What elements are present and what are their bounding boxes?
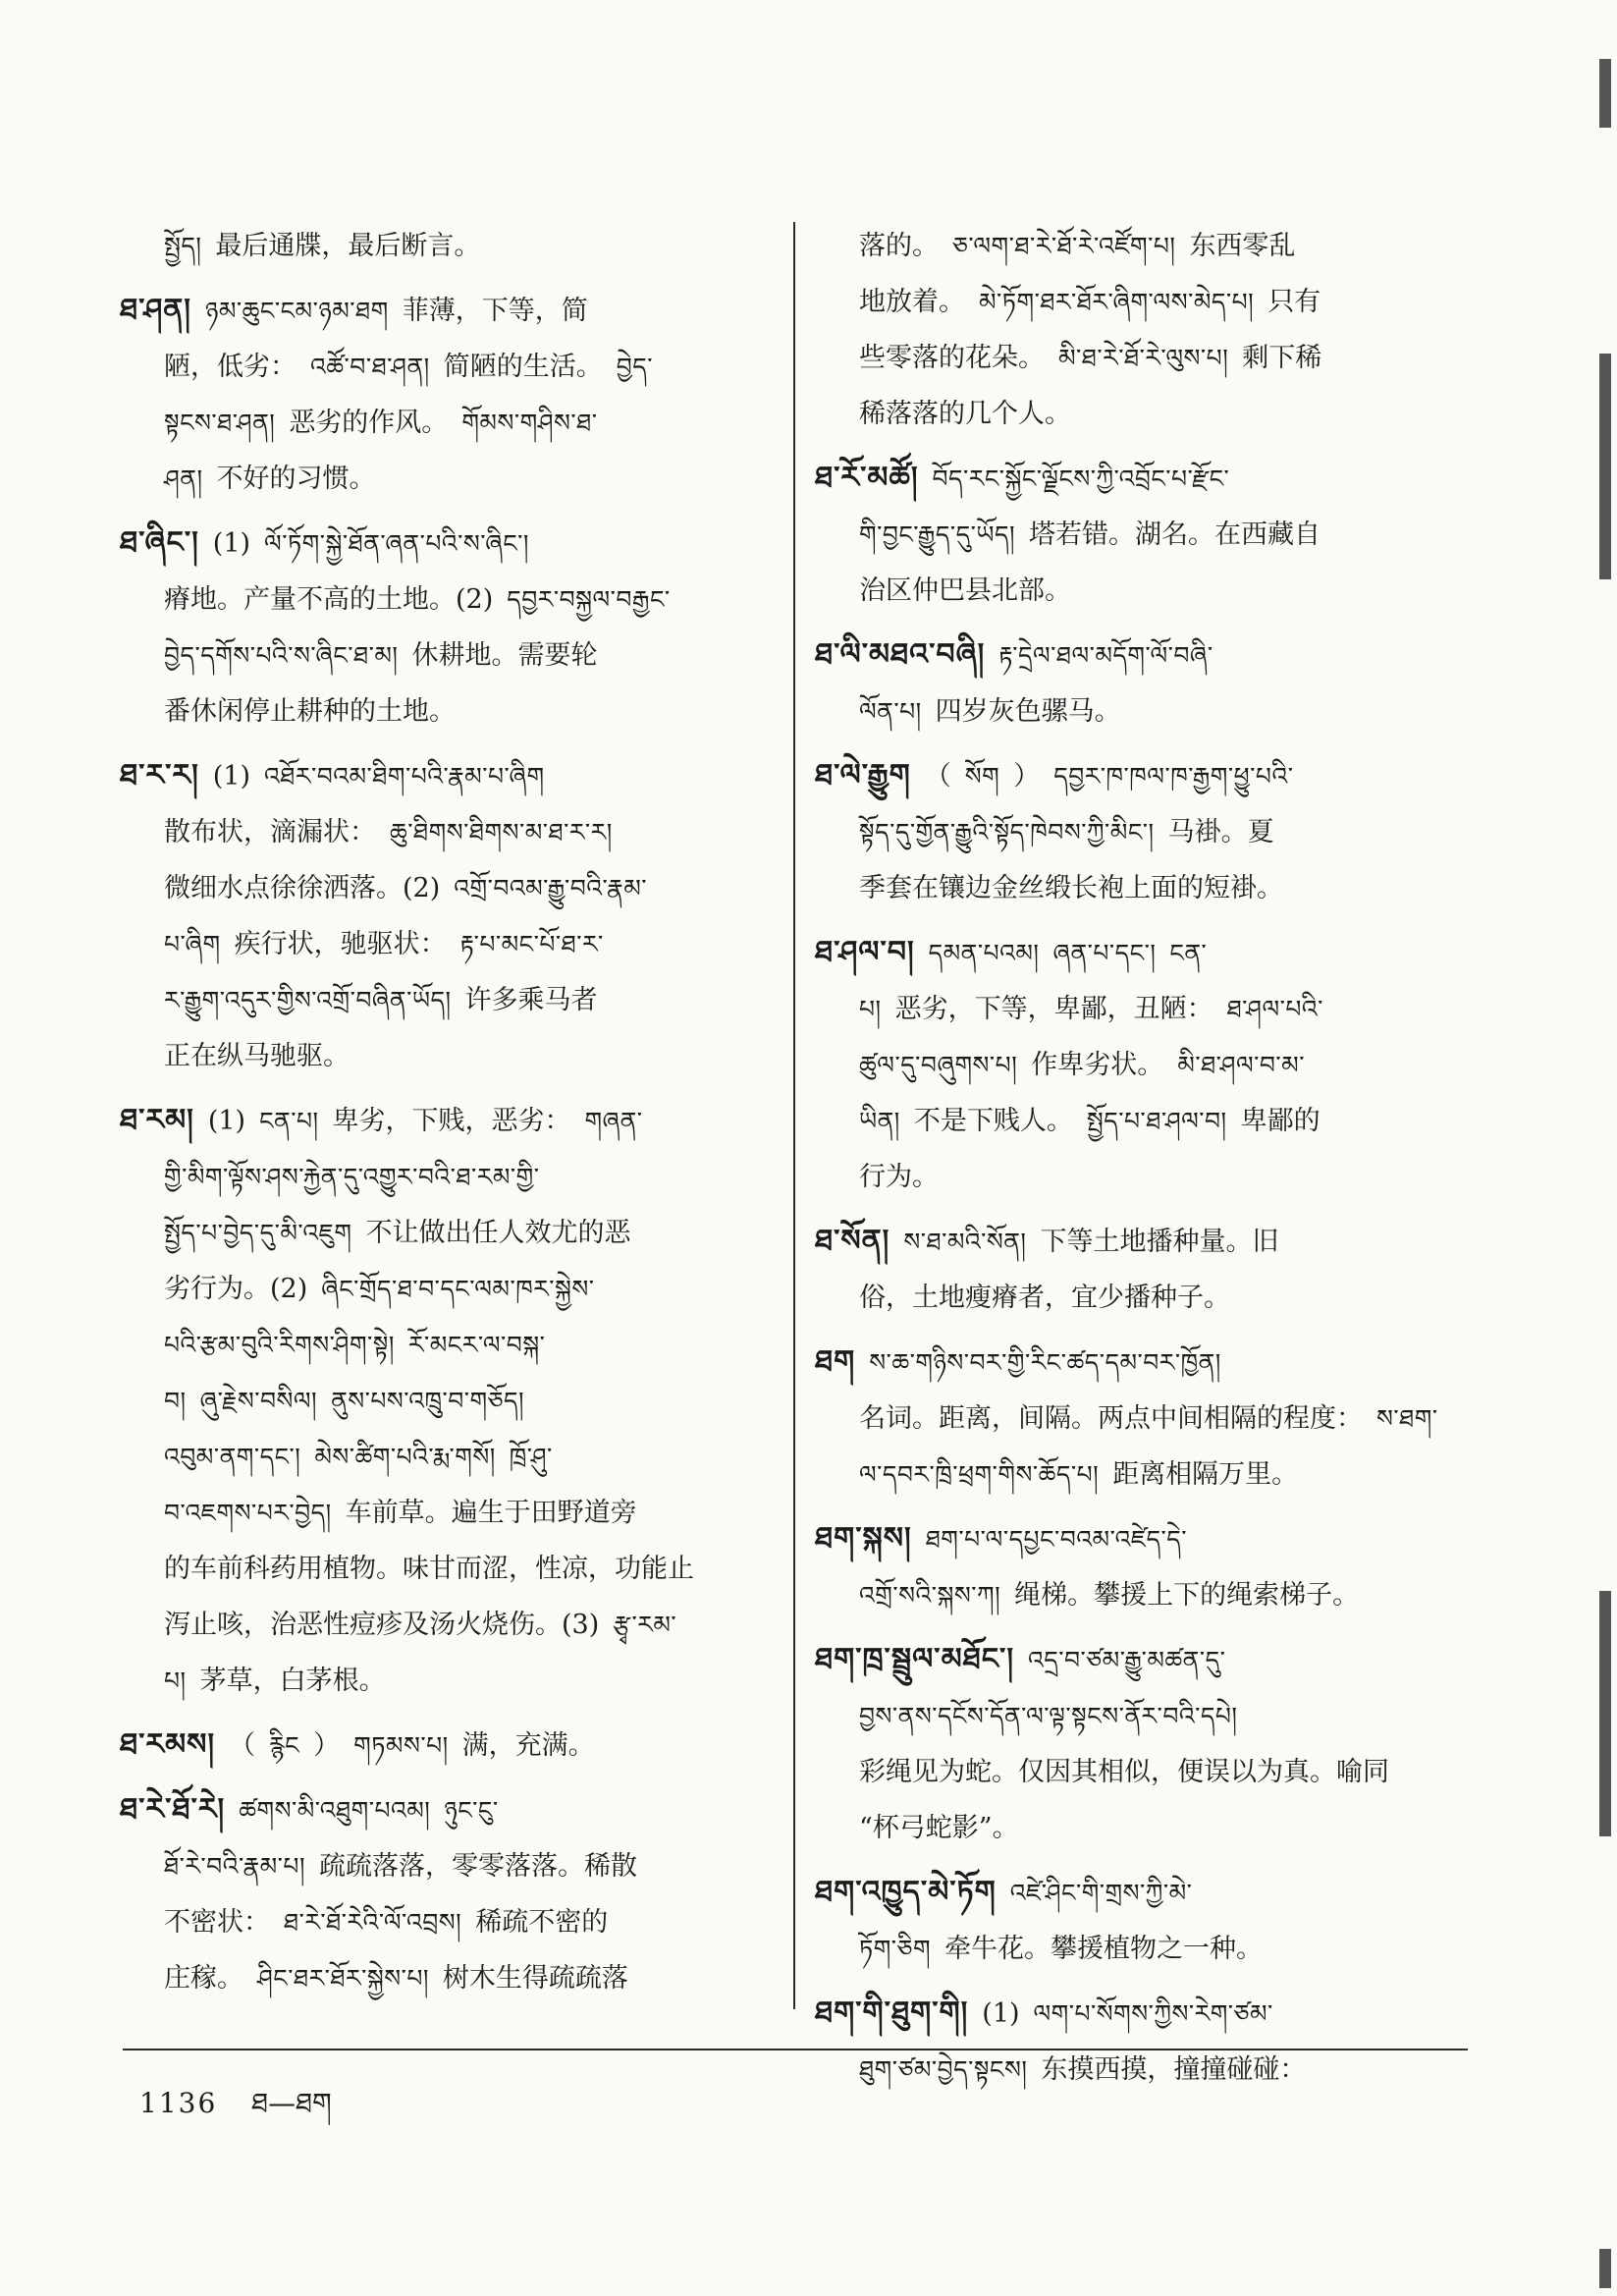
tibetan-text: སྟོད་དུ་གྱོན་རྒྱུའི་སྟོད་ཁེབས་ཀྱི་མིང་། [859, 818, 1155, 847]
entry-line [815, 747, 1471, 804]
tibetan-text: ཞིང་གྲོད་ཐ་བ་དང་ལམ་ཁར་སྐྱེས་ [321, 1275, 595, 1303]
headword: ཐ་ཤལ་བ། [815, 935, 915, 969]
tibetan-text: སོག [964, 762, 1000, 791]
chinese-text: 些零落的花朵。 [859, 343, 1045, 373]
chinese-text: 庄稼。 [164, 1963, 243, 1994]
guide-words: ཐ—ཐག [251, 2087, 332, 2119]
chinese-text: 恶劣的作风。 [289, 408, 449, 438]
tibetan-text: དབྱར་བསྐྱལ་བརྒྱང་ [507, 585, 671, 614]
tibetan-text: ཐ་རེ་ཐོ་རེའི་ལོ་འབྲས། [284, 1908, 462, 1937]
tibetan-text: དམན་པའམ། [928, 939, 1040, 967]
chinese-text: 季套在镶边金丝缎长袍上面的短褂。 [859, 873, 1283, 903]
tibetan-text: ལོན་པ། [859, 697, 922, 726]
chinese-text: 牵牛花。攀援植物之一种。 [944, 1934, 1264, 1964]
chinese-text: 绳梯。攀援上下的绳索梯子。 [1014, 1580, 1360, 1611]
tibetan-text: པ། [859, 995, 882, 1023]
tibetan-text: ཚགས་མི་འཐུག་པའམ། [239, 1796, 431, 1825]
entry-line [120, 683, 773, 739]
tibetan-text: ནུས་པས་འཁྲུ་བ་གཅོད། [331, 1387, 525, 1415]
dictionary-entry [120, 1092, 773, 1709]
entry-line [120, 515, 773, 572]
chinese-text: 番休闲停止耕种的土地。 [164, 696, 456, 727]
tibetan-text: མི་ཐ་ཤལ་བ་མ་ [1177, 1051, 1305, 1079]
entry-line [815, 683, 1471, 739]
entry-line [120, 1317, 773, 1373]
chinese-text: (1) [207, 1106, 246, 1136]
entry-line [815, 1447, 1471, 1503]
entry-line [120, 1597, 773, 1653]
headword: ཐ་ལི་མཐའ་བཞི། [815, 637, 986, 672]
tibetan-text: ས་ཐག་ [1376, 1404, 1438, 1433]
entry-line [815, 1510, 1471, 1567]
chinese-text: 剩下稀 [1242, 343, 1322, 373]
chinese-text: 俗，土地瘦瘠者，宜少播种子。 [859, 1283, 1230, 1313]
dictionary-entry [120, 1781, 773, 2006]
chinese-text: (1) [982, 1998, 1020, 2029]
tibetan-text: ཞན་པ་དང་། [1052, 939, 1157, 967]
dictionary-entry [815, 747, 1471, 916]
dictionary-entry [815, 1985, 1471, 2098]
chinese-text: 疾行状，驰驱状： [234, 929, 447, 959]
chinese-text: 名词。距离，间隔。两点中间相隔的程度： [859, 1403, 1363, 1434]
tibetan-text: གི་བྱང་རྒྱུད་དུ་ཡོད། [859, 520, 1016, 549]
chinese-text: (1) [212, 528, 251, 559]
chinese-text: 散布状，滴漏状： [164, 817, 376, 847]
tibetan-text: འགྲོ་བའམ་རྒྱུ་བའི་རྣམ་ [454, 874, 648, 902]
entry-line [120, 1429, 773, 1485]
tibetan-text: དབྱར་ཁ་ཁལ་ཁ་རྒྱག་ཕྱུ་པའི་ [1053, 762, 1294, 791]
dictionary-entry [815, 218, 1471, 442]
chinese-text: 满，充满。 [461, 1730, 595, 1761]
headword: ཐ་ཞིང་། [120, 525, 199, 560]
headword: ཐ་ལེ་རྒྱུག [815, 758, 911, 793]
tibetan-text: རྩྭ་རམ་ [613, 1611, 677, 1639]
entry-line [815, 924, 1471, 981]
chinese-text: 恶劣，下等，卑鄙，丑陋： [894, 994, 1213, 1024]
tibetan-text: སྤྱོད། [164, 232, 202, 260]
dictionary-entry [815, 1864, 1471, 1977]
chinese-text: 的车前科药用植物。味甘而涩，性凉，功能止 [164, 1554, 694, 1584]
tibetan-text: བྱེད་ [616, 353, 653, 381]
tibetan-text: མེས་ཚིག་པའི་རྨ་གསོ། [314, 1443, 496, 1471]
chinese-text: 只有 [1267, 287, 1321, 317]
entry-line [120, 1205, 773, 1261]
chinese-text: 东西零乱 [1189, 231, 1296, 261]
chinese-text: 简陋的生活。 [443, 352, 603, 382]
tibetan-text: རྟ་པ་མང་པོ་ཐ་ར་ [459, 930, 604, 958]
entry-line [815, 1037, 1471, 1093]
headword: ཐ་རེ་ཐོ་རེ། [120, 1792, 226, 1827]
footer-rule [123, 2049, 1468, 2050]
tibetan-text: བོད་རང་སྐྱོང་ལྗོངས་ཀྱི་འབྲོང་པ་རྫོང་ [932, 465, 1230, 493]
entry-line [120, 972, 773, 1028]
tibetan-text: རྙིང [269, 1731, 300, 1760]
entry-line [815, 1149, 1471, 1205]
chinese-text: 休耕地。需要轮 [411, 640, 598, 671]
tibetan-text: ཐོ་རེ་བའི་རྣམ་པ། [164, 1852, 306, 1881]
tibetan-text: ཉུང་ངུ་ [444, 1796, 499, 1825]
entry-line [120, 1541, 773, 1597]
left-column [120, 218, 773, 2014]
entry-line [120, 572, 773, 628]
chinese-text: ） [1013, 761, 1041, 792]
entry-line [815, 563, 1471, 619]
chinese-text: (1) [212, 761, 251, 792]
chinese-text: 地放着。 [859, 287, 965, 317]
tibetan-text: གཞན་ [584, 1107, 643, 1135]
entry-line [120, 1092, 773, 1149]
entry-line [815, 1688, 1471, 1744]
dictionary-entry [815, 627, 1471, 739]
tibetan-text: ཐག་པ་ལ་དཔྱང་བའམ་འཛེད་དེ་ [925, 1525, 1188, 1554]
entry-line [815, 1864, 1471, 1921]
chinese-text: 劣行为。(2) [164, 1274, 308, 1304]
chinese-text: 泻止咳，治恶性痘疹及汤火烧伤。(3) [164, 1610, 600, 1640]
chinese-text: 疏疏落落，零零落落。稀散 [319, 1851, 638, 1882]
dictionary-entry [120, 1717, 773, 1774]
dictionary-entry [120, 515, 773, 739]
chinese-text: 陋，低劣： [164, 352, 296, 382]
tibetan-text: འབུམ་ནག་དང་། [164, 1443, 301, 1471]
dictionary-entry [120, 218, 773, 274]
chinese-text: （ [229, 1730, 256, 1761]
dictionary-entry [815, 1510, 1471, 1623]
tibetan-text: ཞུ་རྗེས་བསིལ། [199, 1387, 318, 1415]
entry-line [120, 1149, 773, 1205]
entry-line [120, 282, 773, 339]
entry-line [815, 507, 1471, 563]
entry-line [815, 450, 1471, 507]
tibetan-text: སྟངས་ཐ་ཤན། [164, 409, 276, 437]
dictionary-entry [120, 747, 773, 1084]
entry-line [815, 981, 1471, 1037]
chinese-text: 稀疏不密的 [475, 1907, 609, 1938]
chinese-text: 距离相隔万里。 [1112, 1459, 1299, 1490]
tibetan-text: པ་ཞིག [164, 930, 221, 958]
chinese-text: 树木生得疏疏落 [442, 1963, 628, 1994]
chinese-text: 许多乘马者 [464, 985, 598, 1015]
entry-line [120, 1717, 773, 1774]
chinese-text: 东摸西摸，撞撞碰碰： [1041, 2054, 1307, 2085]
tibetan-text: ཆུ་ཐིགས་ཐིགས་མ་ཐ་ར་ར། [390, 818, 613, 847]
tibetan-text: རོ་མངར་ལ་བསྐ་ [407, 1331, 546, 1359]
chinese-text: 下等土地播种量。旧 [1040, 1227, 1279, 1257]
tibetan-text: ཐུག་ཙམ་བྱེད་སྟངས། [859, 2055, 1028, 2084]
chinese-text: （ [924, 761, 951, 792]
chinese-text: 卑劣，下贱，恶劣： [332, 1106, 571, 1136]
headword: ཐ་ཤན། [120, 293, 191, 327]
entry-line [120, 395, 773, 451]
entry-line [120, 1485, 773, 1541]
entry-line [815, 330, 1471, 386]
tibetan-text: བྱེད་དགོས་པའི་ས་ཞིང་ཐ་མ། [164, 641, 399, 670]
tibetan-text: གཏམས་པ། [353, 1731, 449, 1760]
chinese-text: 四岁灰色骡马。 [935, 696, 1121, 727]
entry-line [815, 627, 1471, 683]
tibetan-text: གྱི་མིག་ལྟོས་ཤས་རྐྱེན་དུ་འགྱུར་བའི་ཐ་རམ་གྱི་ [164, 1163, 540, 1191]
headword: ཐག་གི་ཐུག་གི། [815, 1995, 969, 2030]
tibetan-text: འཚོ་བ་ཐ་ཤན། [310, 353, 430, 381]
entry-line [120, 1373, 773, 1429]
chinese-text: 正在纵马驰驱。 [164, 1041, 350, 1071]
entry-line [815, 386, 1471, 442]
tibetan-text: ངན་པ། [259, 1107, 319, 1135]
entry-line [815, 1093, 1471, 1149]
headword: ཐ་རམ། [120, 1103, 194, 1137]
entry-line [120, 1838, 773, 1894]
tibetan-text: ཤན། [164, 465, 203, 493]
entry-line [120, 218, 773, 274]
tibetan-text: ལོ་ཏོག་སྐྱེ་ཐོན་ཞན་པའི་ས་ཞིང་། [264, 529, 529, 558]
tibetan-text: ངན་ [1169, 939, 1208, 967]
tibetan-text: ལག་པ་སོགས་ཀྱིས་རེག་ཙམ་ [1033, 1999, 1273, 2028]
entry-line [120, 804, 773, 860]
headword: ཐ་རོ་མཚོ། [815, 461, 919, 495]
headword: ཐག་ཁྲ་སྦྲུལ་མཐོང་། [815, 1642, 1015, 1676]
right-column [815, 218, 1471, 2105]
tibetan-text: ཁྲོ་ཤུ་ [509, 1443, 553, 1471]
chinese-text: 彩绳见为蛇。仅因其相似，便误以为真。喻同 [859, 1757, 1389, 1787]
tibetan-text: འཛེ་ཤིང་གི་གྲས་ཀྱི་མེ་ [1009, 1879, 1193, 1907]
dictionary-entry [815, 1213, 1471, 1326]
tibetan-text: ཏོག་ཅིག [859, 1935, 932, 1963]
chinese-text: ） [313, 1730, 341, 1761]
chinese-text: 不好的习惯。 [216, 464, 376, 494]
entry-line [815, 1270, 1471, 1326]
entry-line [815, 1631, 1471, 1688]
tibetan-text: ར་རྒྱུག་འདུར་གྱིས་འགྲོ་བཞིན་ཡོད། [164, 986, 452, 1014]
dictionary-entry [815, 924, 1471, 1205]
chinese-text: 不是下贱人。 [913, 1106, 1073, 1136]
entry-line [120, 1028, 773, 1084]
entry-line [815, 1391, 1471, 1447]
column-divider [793, 222, 795, 2009]
entry-line [120, 628, 773, 683]
entry-line [815, 1213, 1471, 1270]
chinese-text: 马褂。夏 [1167, 817, 1274, 847]
tibetan-text: ས་ཐ་མའི་སོན། [903, 1228, 1027, 1256]
dictionary-entry [120, 282, 773, 507]
entry-line [120, 1653, 773, 1709]
tibetan-text: བ་འཇགས་པར་བྱེད། [164, 1499, 332, 1527]
headword: ཐག་འཁྱུད་མེ་ཏོག [815, 1875, 997, 1909]
entry-line [815, 1744, 1471, 1800]
dictionary-entry [815, 1334, 1471, 1503]
tibetan-text: ས་ཆ་གཉིས་བར་གྱི་རིང་ཚད་དམ་བར་ཁྱོན། [869, 1348, 1221, 1377]
entry-line [815, 1567, 1471, 1623]
tibetan-text: འཐོར་བའམ་ཐིག་པའི་རྣམ་པ་ཞིག [264, 762, 545, 791]
chinese-text: 微细水点徐徐洒落。(2) [164, 873, 441, 903]
entry-line [815, 1921, 1471, 1977]
scan-edge-marks [1593, 0, 1617, 2296]
entry-line [120, 860, 773, 916]
chinese-text: 治区仲巴县北部。 [859, 575, 1071, 606]
tibetan-text: བ། [164, 1387, 187, 1415]
dictionary-entry [815, 1631, 1471, 1856]
chinese-text: 稀落落的几个人。 [859, 399, 1071, 429]
entry-line [120, 451, 773, 507]
chinese-text: “杯弓蛇影”。 [859, 1813, 1019, 1843]
page-footer [139, 2072, 332, 2150]
entry-line [120, 339, 773, 395]
tibetan-text: ཚུལ་དུ་བཞུགས་པ། [859, 1051, 1018, 1079]
tibetan-text: སྤྱོད་པ་བྱེད་དུ་མི་འཇུག [164, 1219, 352, 1247]
tibetan-text: གོམས་གཤིས་ཐ་ [461, 409, 598, 437]
entry-line [815, 1985, 1471, 2042]
entry-line [815, 804, 1471, 860]
headword: ཐ་རམས། [120, 1727, 216, 1762]
entry-line [815, 218, 1471, 274]
entry-line [120, 1261, 773, 1317]
chinese-text: 车前草。遍生于田野道旁 [345, 1498, 637, 1528]
entry-line [815, 1800, 1471, 1856]
entry-line [815, 1334, 1471, 1391]
headword: ཐག [815, 1344, 856, 1379]
chinese-text: 落的。 [859, 231, 939, 261]
chinese-text: 行为。 [859, 1162, 939, 1192]
tibetan-text: ཤིང་ཐར་ཐོར་སྐྱེས་པ། [257, 1964, 429, 1993]
tibetan-text: མི་ཐ་རེ་ཐོ་རེ་ལུས་པ། [1058, 344, 1229, 372]
tibetan-text: ལ་དབར་ཁྲི་ཕྲག་གིས་ཆོད་པ། [859, 1460, 1100, 1489]
chinese-text: 塔若错。湖名。在西藏自 [1029, 519, 1321, 550]
dictionary-entry [815, 450, 1471, 619]
chinese-text: 瘠地。产量不高的土地。(2) [164, 584, 494, 615]
tibetan-text: མེ་ཏོག་ཐར་ཐོར་ཞིག་ལས་མེད་པ། [979, 288, 1255, 316]
chinese-text: 不密状： [164, 1907, 270, 1938]
entry-line [815, 274, 1471, 330]
tibetan-text: རྟ་དྲེལ་ཐལ་མདོག་ལོ་བཞི་ [998, 641, 1213, 670]
chinese-text: 茅草，白茅根。 [199, 1666, 386, 1696]
entry-line [120, 1781, 773, 1838]
entry-line [120, 747, 773, 804]
chinese-text: 菲薄，下等，简 [402, 296, 588, 326]
chinese-text: 作卑劣状。 [1031, 1050, 1164, 1080]
page-number: 1136 [139, 2087, 218, 2119]
tibetan-text: པ། [164, 1667, 187, 1695]
tibetan-text: འདྲ་བ་ཙམ་རྒྱུ་མཚན་དུ་ [1028, 1646, 1226, 1674]
headword: ཐ་ར་ར། [120, 758, 199, 793]
tibetan-text: པའི་རྩམ་བུའི་རིགས་ཤིག་སྟེ། [164, 1331, 395, 1359]
tibetan-text: ཉམ་ཆུང་ངམ་ཉམ་ཐག [204, 297, 389, 325]
entry-line [815, 860, 1471, 916]
entry-line [120, 1894, 773, 1950]
tibetan-text: འགྲོ་སའི་སྐས་ཀ། [859, 1581, 1001, 1610]
chinese-text: 卑鄙的 [1240, 1106, 1321, 1136]
tibetan-text: སྤྱོད་པ་ཐ་ཤལ་བ། [1086, 1107, 1227, 1135]
tibetan-text: ཡིན། [859, 1107, 900, 1135]
tibetan-text: བྱས་ནས་དངོས་དོན་ལ་ལྟ་སྟངས་ནོར་བའི་དཔེ། [859, 1702, 1238, 1730]
chinese-text: 最后通牒，最后断言。 [215, 231, 481, 261]
entry-line [120, 916, 773, 972]
tibetan-text: ཐ་ཤལ་པའི་ [1226, 995, 1323, 1023]
tibetan-text: ཅ་ལག་ཐ་རེ་ཐོ་རེ་འཛོག་པ། [952, 232, 1176, 260]
headword: ཐག་སྐས། [815, 1521, 912, 1556]
chinese-text: 不让做出任人效尤的恶 [365, 1218, 631, 1248]
entry-line [120, 1950, 773, 2006]
headword: ཐ་སོན། [815, 1224, 890, 1258]
